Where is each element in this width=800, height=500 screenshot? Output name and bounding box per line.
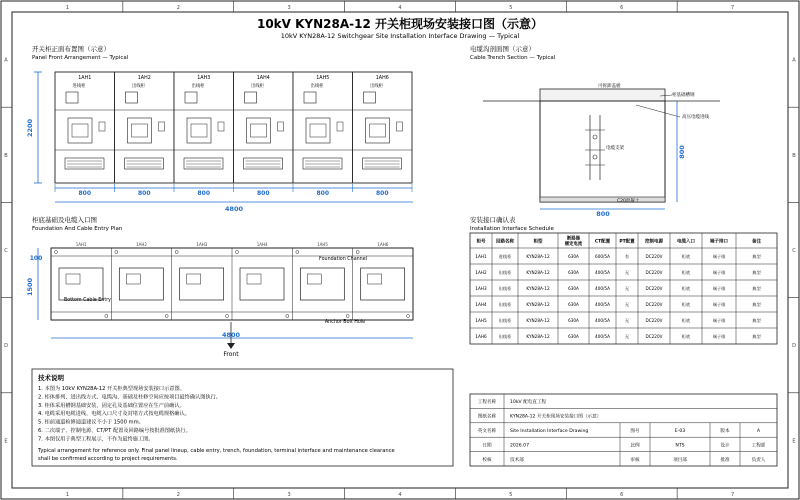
schedule-cell: DC220V [645,318,663,323]
schedule-cell: 1AH1 [475,254,487,259]
anchor-bolt-hole [346,315,349,318]
cover-plate-label: 可拆卸盖板 [598,84,621,89]
schedule-cell: DC220V [645,254,663,259]
cabinet-type: 出线柜 [310,84,324,89]
cabinet-id: 1AH4 [256,76,270,81]
title-block-key: 批准 [720,457,730,463]
cabinet-id: 1AH1 [78,76,92,81]
front-title-cn: 开关柜正面布置图（示意） [32,45,110,53]
schedule-cell: 1AH2 [475,270,487,275]
front-total-dim: 4800 [224,205,244,213]
front-width-dims [55,184,412,197]
anchor-bolt-hole [407,315,410,318]
schedule-header: 电缆入口 [677,239,695,245]
foundation-left-dim: 100 [29,255,43,262]
interface-schedule [470,215,777,344]
schedule-cell: 柜底 [681,254,691,259]
note-line: 7. 本图仅用于典型工程展示，不作为最终施工图。 [38,436,154,443]
title-block-value: 2026.07 [510,443,529,449]
anchor-bolt-hole [115,251,118,254]
zone-row-left: D [4,343,8,350]
title-block-key: 图号 [630,429,640,434]
trench-width-dim: 800 [596,210,610,218]
schedule-header: 控制电源 [645,239,663,245]
schedule-cell: 1AH6 [475,334,487,339]
title-block-value: Site Installation Interface Drawing [510,429,589,434]
schedule-cell: 典型 [752,318,761,323]
foundation-cell-id: 1AH1 [75,242,87,247]
trench-depth-dim: 800 [678,145,686,159]
base-channel-label: 柜基础槽钢 [672,93,695,98]
zone-row-right: C [792,248,796,254]
anchor-bolt-hole [236,251,239,254]
zone-row-right: E [792,438,796,445]
schedule-title-cn: 安装接口确认表 [470,216,516,224]
front-width-dim: 800 [375,190,389,197]
schedule-cell: 630A [568,270,579,275]
schedule-cell: 端子排 [712,318,726,323]
foundation-title-en: Foundation And Cable Entry Plan [32,226,123,232]
front-arrangement-view [26,44,413,213]
cable-compartment-vent [303,158,342,169]
schedule-cell: KYN28A-12 [526,254,550,259]
title-block-value: 技术部 [510,457,524,463]
relay-panel-window [66,92,78,103]
front-width-dim: 800 [197,190,211,197]
schedule-cell: KYN28A-12 [526,302,550,307]
front-title-en: Panel Front Arrangement — Typical [32,55,129,61]
cable-bracket-label: 电缆支架 [606,146,624,151]
schedule-header: 额定电流 [564,242,583,247]
title-block-key-value: A [756,429,761,434]
zone-col-bottom: 4 [398,492,402,498]
relay-panel-window [304,92,316,103]
technical-notes [32,369,453,466]
schedule-cell: 典型 [752,302,761,307]
front-width-dim: 800 [316,190,330,197]
anchor-bolt-hole [175,251,178,254]
cabinet-id: 1AH6 [375,76,389,81]
breaker-compartment [366,118,390,143]
trench-title-cn: 电缆沟剖面图（示意） [470,45,535,53]
schedule-cell: 无 [624,302,630,307]
breaker-compartment [128,118,152,143]
cable-entry-opening [361,268,405,300]
schedule-cell: 出线柜 [498,318,512,323]
cable-compartment-vent [125,158,164,169]
trench-title-en: Cable Trench Section — Typical [470,55,556,61]
schedule-cell: 出线柜 [498,334,512,339]
foundation-cells [55,242,410,320]
cable-entry-opening [59,268,103,300]
schedule-cell: KYN28A-12 [526,334,550,339]
schedule-title-en: Installation Interface Schedule [470,226,554,232]
cable-section-1 [593,135,597,139]
power-cable-label: 高压电缆进线 [682,115,709,120]
zone-row-right: D [792,343,796,350]
schedule-cell: KYN28A-12 [526,286,550,291]
schedule-header: PT配置 [619,239,635,245]
schedule-cell: 有 [624,254,630,259]
front-cabinets [55,72,412,183]
schedule-cell: 630A [568,334,579,339]
schedule-table [470,233,777,344]
schedule-cell: DC220V [645,334,663,339]
anchor-bolt-hole [55,251,58,254]
schedule-cell: 进线柜 [498,254,512,259]
relay-panel-window [364,92,376,103]
zone-col-top: 4 [398,5,402,11]
schedule-header: 回路名称 [496,239,514,245]
anchor-bolt-hole [226,315,229,318]
schedule-cell: 典型 [752,254,761,259]
title-block-label: 英文名称 [477,429,497,434]
front-arrow-icon [227,343,235,349]
schedule-cell: 端子排 [712,254,726,259]
zone-col-top: 1 [65,5,70,11]
schedule-cell: DC220V [645,302,663,307]
schedule-cell: 典型 [752,286,761,291]
zone-col-bottom: 7 [730,492,735,498]
anchor-bolt-hole [356,251,359,254]
title-block-label: 校核 [482,457,492,463]
schedule-cell: 630A [568,318,579,323]
cabinet-id: 1AH5 [316,76,330,81]
foundation-total-dim: 4800 [221,331,241,339]
bottom-cable-entry-label: Bottom Cable Entry [64,298,112,303]
zone-col-top: 7 [730,5,735,11]
cable-compartment-vent [65,158,104,169]
cable-entry-opening [180,268,224,300]
schedule-header: 备注 [752,239,761,245]
schedule-cell: 柜底 [681,318,691,323]
zone-row-left: E [4,438,8,445]
schedule-cell: 柜底 [681,286,691,291]
foundation-cell-id: 1AH6 [377,242,389,247]
schedule-header: 端子排口 [710,239,728,245]
power-cable-leader [636,105,680,117]
front-height-dim: 2200 [26,118,34,138]
schedule-cell: 600/5A [595,254,610,259]
drawing-title: 10kV KYN28A-12 开关柜现场安装接口图（示意） [256,17,544,31]
zone-col-bottom: 5 [509,492,513,498]
schedule-cell: 1AH5 [475,318,487,323]
drawing-subtitle: 10kV KYN28A-12 Switchgear Site Installation Interface Drawing — Typical [280,32,520,40]
foundation-plan-view [26,215,413,358]
zone-col-top: 3 [287,5,291,11]
foundation-cell-id: 1AH2 [136,242,147,247]
trench-wall [540,101,665,202]
anchor-bolt-hole [165,315,168,318]
schedule-cell: 出线柜 [498,302,512,307]
breaker-compartment [68,118,92,143]
title-block-label: 日期 [482,443,492,449]
title-block-key: 比例 [630,443,640,449]
zone-col-top: 6 [620,5,624,11]
title-block-key-value: 项目部 [673,457,687,463]
title-block-value: KYN28A-12 开关柜现场安装接口图（示意） [510,414,602,420]
schedule-cell: 400/5A [595,318,610,323]
breaker-compartment [187,118,211,143]
relay-panel-window [245,92,257,103]
foundation-cell-id: 1AH3 [196,242,208,247]
zone-col-top: 2 [176,5,180,11]
cabinet-type: 出线柜 [191,84,205,89]
zone-row-left: C [4,248,8,254]
schedule-cell: 柜底 [681,302,691,307]
schedule-header: CT配置 [594,239,611,245]
anchor-bolt-hole [286,315,289,318]
schedule-cell: 400/5A [595,302,610,307]
note-line: 4. 电缆采用电缆进线，电缆入口尺寸及封堵方式按电缆规格确认。 [38,411,190,418]
schedule-cell: KYN28A-12 [526,270,550,275]
foundation-channel-label: Foundation Channel [319,257,367,262]
schedule-cell: 无 [624,334,630,339]
schedule-cell: 出线柜 [498,286,512,291]
note-line: 3. 柜体采用槽钢基础安装，固定孔及基础位置应在生产前确认。 [38,402,185,409]
zone-row-left: B [4,152,8,159]
anchor-bolt-hole [296,251,299,254]
breaker-compartment [247,118,271,143]
note-line: 5. 柜前通道检修通道建议不小于 1500 mm。 [38,419,144,426]
foundation-height-dim: 1500 [26,277,34,297]
anchor-bolt-label: Anchor Bolt Hole [324,320,366,325]
zone-col-bottom: 1 [65,492,70,498]
schedule-cell: 端子排 [712,302,726,307]
cable-entry-opening [300,268,344,300]
schedule-cell: 无 [624,318,630,323]
cable-trench-section [470,44,720,218]
schedule-frame [470,233,777,344]
note-line: 2. 柜体排列、进出线方式、电缆沟、基础及柱修空间应按项目最终确认图执行。 [38,394,221,401]
schedule-cell: 端子排 [712,334,726,339]
cabinet-type: 出线柜 [370,84,383,89]
relay-panel-window [185,92,197,103]
trench-base-slab [540,197,665,202]
breaker-compartment [306,118,330,143]
schedule-cell: 无 [624,286,630,291]
title-block-key-value: NTS [675,443,685,449]
schedule-cell: 400/5A [595,286,610,291]
title-block [470,394,777,466]
schedule-cell: 400/5A [595,334,610,339]
cabinet-type: 进线柜 [72,84,86,89]
cable-entry-opening [240,268,284,300]
note-line: 6. 二次端子、控制电源、CT/PT 配置及回路编号按批准图纸执行。 [38,428,191,434]
notes-en-line-2: shall be confirmed according to project requirements. [38,456,178,462]
zone-row-left: A [4,57,8,64]
cabinet-type: 出线柜 [251,84,264,89]
schedule-cell: 典型 [752,270,761,275]
title-block-key-value: 负责人 [751,457,766,463]
cable-section-2 [593,155,597,159]
cable-compartment-vent [244,158,283,169]
cable-compartment-vent [363,158,402,169]
schedule-cell: 端子排 [712,286,726,291]
schedule-cell: 630A [568,302,579,307]
notes-title: 技术说明 [38,374,64,382]
foundation-cell-id: 1AH5 [317,242,328,247]
schedule-header: 柜型 [533,239,543,245]
schedule-cell: DC220V [645,270,663,275]
cabinet-type: 出线柜 [132,84,145,89]
schedule-cell: 630A [568,254,579,259]
zone-col-bottom: 2 [176,492,180,498]
title-block-key: 审核 [630,457,640,463]
title-block-key-value: 工程部 [751,443,766,449]
title-block-value: 10kV 配电直工程 [510,400,547,406]
cabinet-id: 1AH3 [197,76,211,81]
trench-cover-plate [540,89,665,101]
concrete-label: C20混凝土 [617,199,640,204]
schedule-cell: 柜底 [681,334,691,339]
schedule-cell: 无 [624,270,630,275]
title-block-key: 版本 [720,429,730,434]
schedule-cell: 端子排 [712,270,726,275]
note-line: 1. 本图为 10kV KYN28A-12 开关柜典型现场安装接口示意图。 [38,386,185,392]
front-width-dim: 800 [78,190,92,197]
foundation-cell-id: 1AH4 [256,242,268,247]
title-block-label: 工程名称 [477,400,497,406]
cable-compartment-vent [184,158,223,169]
cable-entry-opening [119,268,163,300]
schedule-cell: 630A [568,286,579,291]
front-width-dim: 800 [256,190,270,197]
front-direction-label: Front [223,351,239,358]
title-block-key-value: E-03 [674,429,686,434]
zone-row-right: B [792,152,796,159]
schedule-header: 断路器 [567,236,580,242]
schedule-cell: 400/5A [595,270,610,275]
title-block-label: 图纸名称 [477,414,497,420]
schedule-cell: 柜底 [681,270,691,275]
schedule-cell: KYN28A-12 [526,318,550,323]
notes-lines [38,384,221,442]
relay-panel-window [126,92,138,103]
schedule-cell: 典型 [752,334,761,339]
anchor-bolt-hole [105,315,108,318]
front-width-dim: 800 [137,190,151,197]
zone-col-top: 5 [509,5,513,11]
cabinet-id: 1AH2 [137,76,151,81]
zone-col-bottom: 6 [620,492,624,498]
foundation-title-cn: 柜底基础及电缆入口图 [32,216,97,224]
schedule-cell: 1AH4 [475,302,487,307]
schedule-cell: 1AH3 [475,286,487,291]
schedule-header: 柜号 [476,239,486,245]
zone-row-right: A [792,57,796,64]
schedule-cell: DC220V [645,286,663,291]
title-block-key: 设计 [720,443,730,449]
zone-col-bottom: 3 [287,492,291,498]
notes-en-line-1: Typical arrangement for reference only. Final panel lineup, cable entry, trench, foundation, terminal interface and maintenance clearance [38,448,395,454]
schedule-cell: 出线柜 [498,270,512,275]
